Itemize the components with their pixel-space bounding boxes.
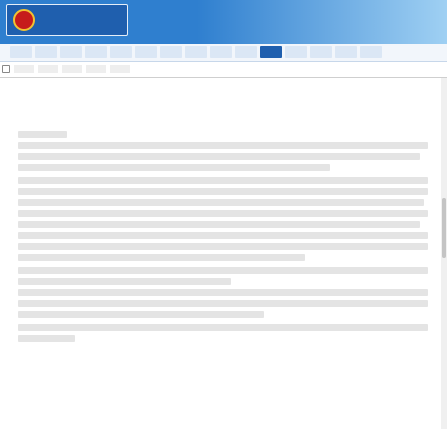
text-line-placeholder [18,311,264,318]
breadcrumb-item[interactable] [62,65,82,73]
nav-item[interactable] [110,46,132,58]
page-scrollbar[interactable] [441,78,447,429]
nav-item[interactable] [210,46,232,58]
breadcrumb-item[interactable] [14,65,34,73]
site-logo[interactable] [6,4,128,36]
main-nav [0,44,447,62]
header-divider [0,77,447,78]
text-line-placeholder [18,243,428,250]
nav-item[interactable] [10,46,32,58]
site-banner [0,0,447,44]
nav-item[interactable] [285,46,307,58]
text-line-placeholder [18,131,67,138]
text-line-placeholder [18,188,428,195]
nav-item[interactable] [160,46,182,58]
text-line-placeholder [18,232,428,239]
nav-item[interactable] [185,46,207,58]
text-line-placeholder [18,153,420,160]
nav-item-active[interactable] [260,46,282,58]
text-line-placeholder [18,142,428,149]
text-line-placeholder [18,199,424,206]
text-line-placeholder [18,324,428,331]
nav-item[interactable] [35,46,57,58]
banner-gradient [197,0,447,44]
nav-item[interactable] [60,46,82,58]
headline-meta [30,107,420,114]
text-line-placeholder [18,300,428,307]
text-line-placeholder [18,221,420,228]
text-line-placeholder [18,335,75,342]
nav-item[interactable] [360,46,382,58]
text-line-placeholder [18,177,428,184]
breadcrumb-item[interactable] [38,65,58,73]
headline-title [30,93,420,106]
headline-top-line [30,84,420,92]
home-icon[interactable] [2,65,10,73]
nav-item[interactable] [135,46,157,58]
national-emblem-icon [13,9,35,31]
nav-item[interactable] [310,46,332,58]
text-line-placeholder [18,254,305,261]
text-line-placeholder [18,267,428,274]
nav-item[interactable] [85,46,107,58]
article-headline [30,84,420,114]
text-line-placeholder [18,278,231,285]
nav-item[interactable] [235,46,257,58]
scrollbar-thumb[interactable] [442,198,446,258]
breadcrumb-item[interactable] [86,65,106,73]
text-line-placeholder [18,210,428,217]
text-line-placeholder [18,289,428,296]
breadcrumb [2,64,445,74]
text-line-placeholder [18,164,330,171]
article-body [18,125,428,346]
nav-items [10,46,382,60]
nav-item[interactable] [335,46,357,58]
breadcrumb-item[interactable] [110,65,130,73]
